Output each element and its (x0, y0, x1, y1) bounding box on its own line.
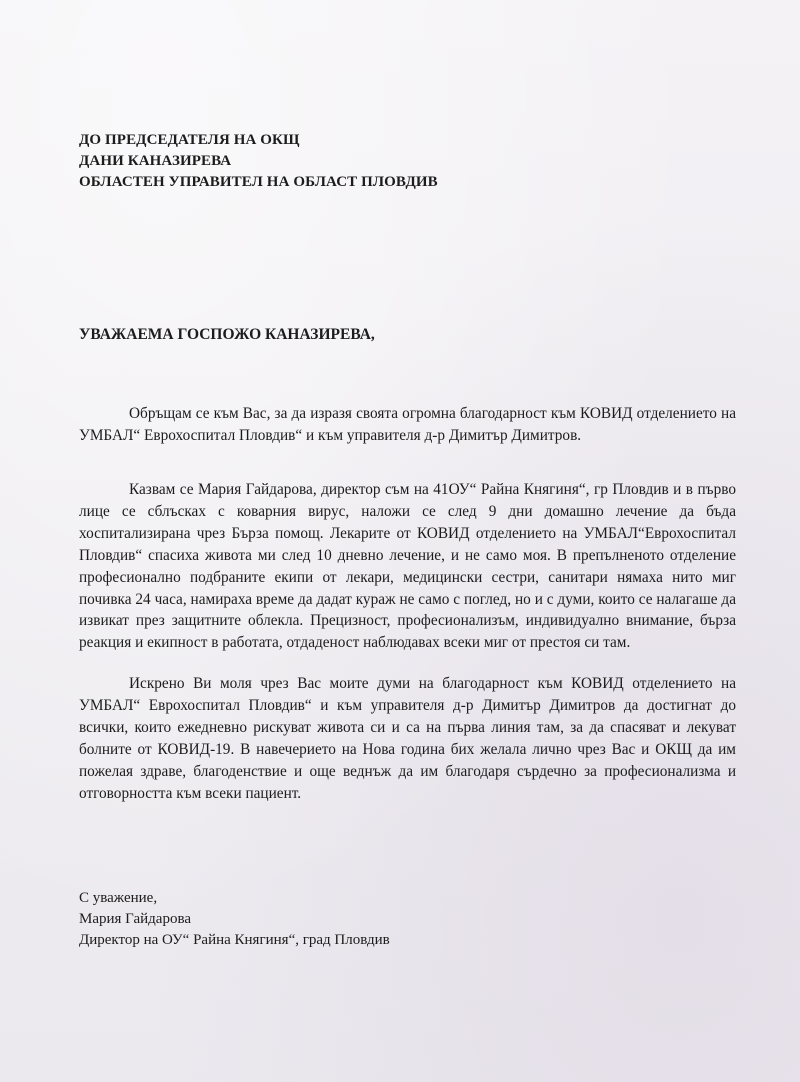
addressee-line-3: ОБЛАСТЕН УПРАВИТЕЛ НА ОБЛАСТ ПЛОВДИВ (79, 174, 438, 190)
paragraph-3: Искрено Ви моля чрез Вас моите думи на благодарност към КОВИД отделението на УМБАЛ“ Еврохоспитал Пловдив“ и към управителя д-р Димитър Димитров да достигнат до всички, които ежедневно рискуват живота си и са на първа линия там, за да спасяват и лекуват болните от КОВИД-19. В навечерието на Нова година бих желала лично чрез Вас и ОКЩ да им пожелая здраве, благоденствие и още веднъж да им благодаря сърдечно за професионализма и отговорността към всеки пациент. (79, 675, 736, 802)
salutation: УВАЖАЕМА ГОСПОЖО КАНАЗИРЕВА, (79, 326, 375, 343)
closing-block (79, 888, 390, 951)
signer-title: Директор на ОУ“ Райна Княгиня“, град Пловдив (79, 932, 390, 948)
addressee-line-2: ДАНИ КАНАЗИРЕВА (79, 153, 232, 169)
paragraph-2: Казвам се Мария Гайдарова, директор съм на 41ОУ“ Райна Княгиня“, гр Пловдив и в първо лице се сблъсках с коварния вирус, наложи се след 9 дни домашно лечение да бъда хоспитализирана чрез Бърза помощ. Лекарите от КОВИД отделението на УМБАЛ“Еврохоспитал Пловдив“ спасиха живота ми след 10 дневно лечение, и не само моя. В препълненото отделение професионално подбраните екипи от лекари, медицински сестри, санитари нямаха нито миг почивка 24 часа, намираха време да дадат кураж не само с поглед, но и с думи, които се налагаше да извикат през защитните облекла. Прецизност, професионализъм, индивидуално внимание, бърза реакция и екипност в работата, отдаденост наблюдавах всеки миг от престоя си там. (79, 481, 736, 652)
closing-regards: С уважение, (79, 890, 158, 906)
paragraph-1: Обръщам се към Вас, за да изразя своята огромна благодарност към КОВИД отделението на УМБАЛ“ Еврохоспитал Пловдив“ и към управителя д-р Димитър Димитров. (79, 405, 736, 444)
addressee-line-1: ДО ПРЕДСЕДАТЕЛЯ НА ОКЩ (79, 132, 300, 148)
signer-name: Мария Гайдарова (79, 911, 191, 927)
addressee-block (79, 130, 679, 193)
